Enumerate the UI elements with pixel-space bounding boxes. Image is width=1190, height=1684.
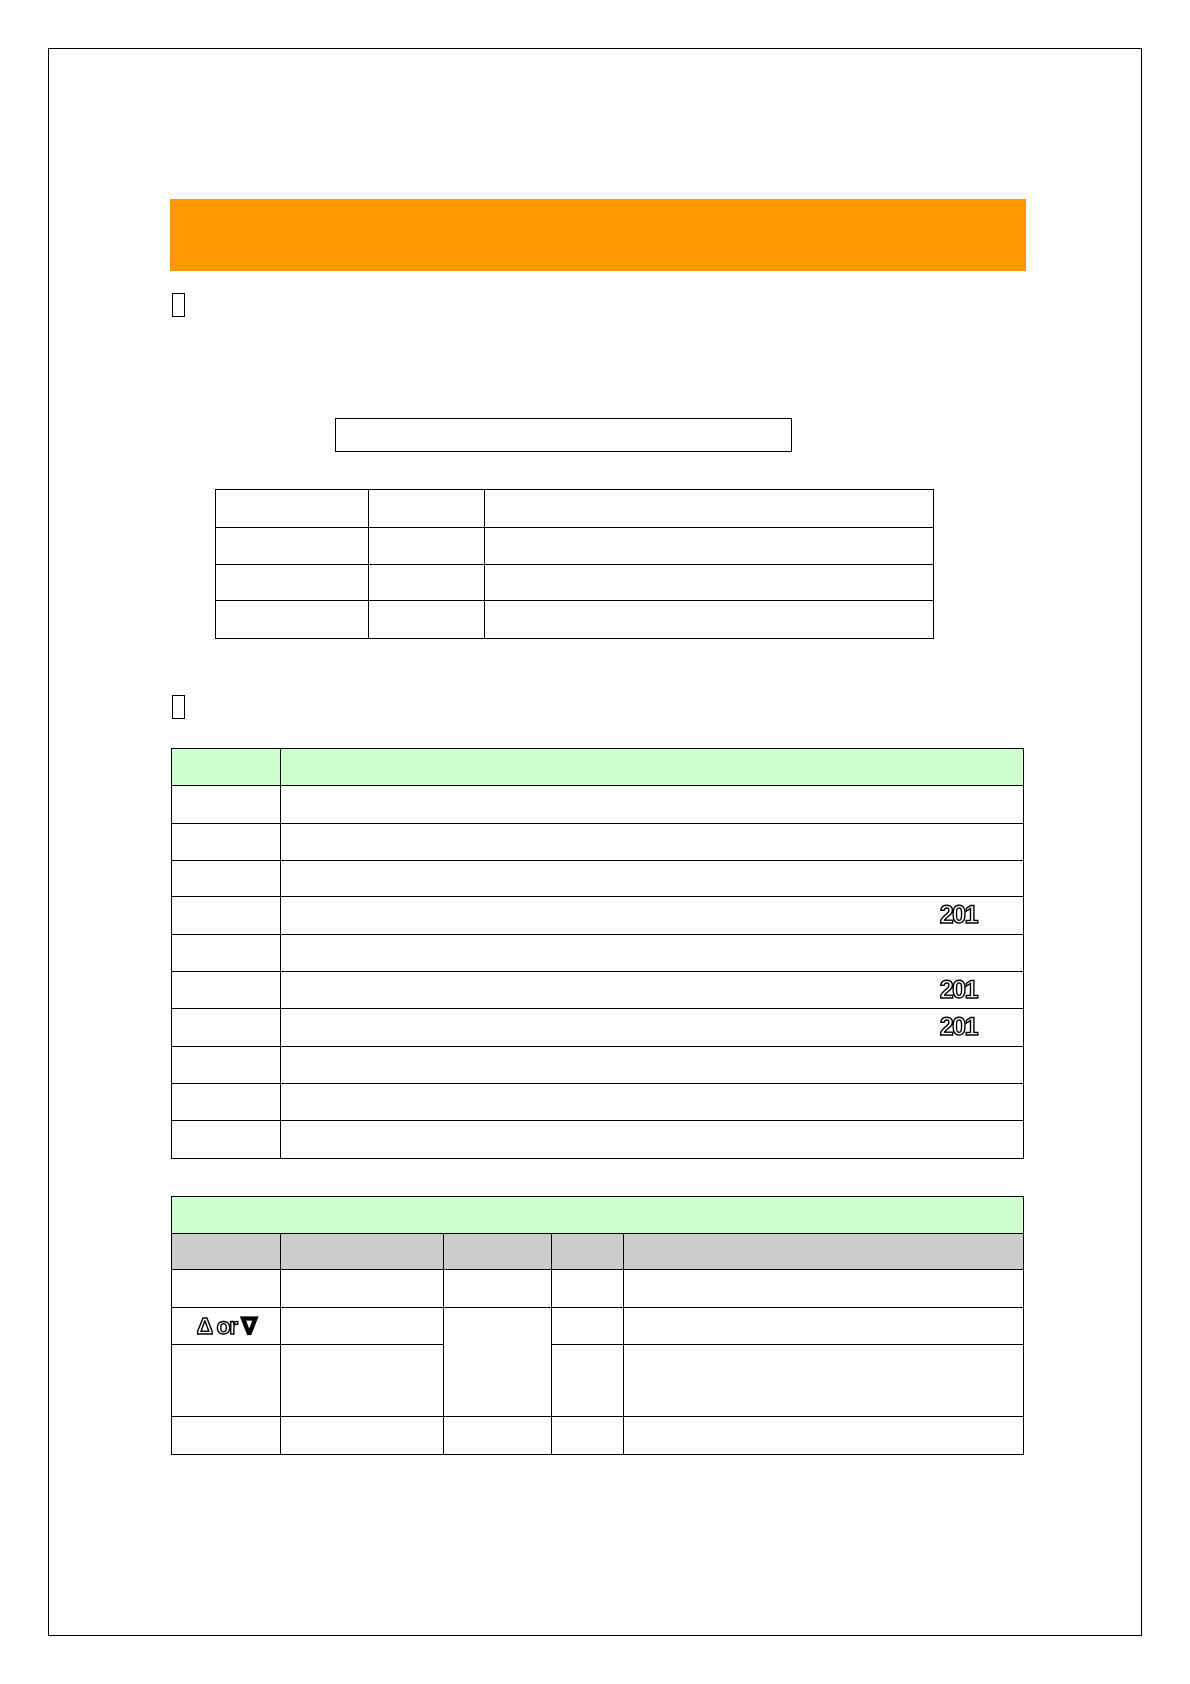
row-marker: 201: [939, 1013, 977, 1041]
table-cell: [281, 1084, 1024, 1121]
table-cell: [444, 1417, 552, 1455]
table-cell: [281, 1121, 1024, 1159]
table-cell: [281, 1345, 444, 1417]
table-cell: [172, 1121, 281, 1159]
table-one-cell: [369, 490, 485, 528]
table-two-header-cell: [172, 749, 281, 786]
table-cell: [281, 861, 1024, 897]
table-two-header-cell: [281, 749, 1024, 786]
table-row: [172, 824, 1024, 861]
table-row: [172, 1121, 1024, 1159]
table-cell: [624, 1308, 1024, 1345]
table-three-title-cell: [172, 1197, 1024, 1234]
table-three-header-cell: [552, 1234, 624, 1270]
table-cell: [172, 935, 281, 972]
table-one-row: [216, 528, 934, 565]
row-marker: 201: [939, 975, 977, 1004]
table-cell: [281, 897, 1024, 935]
table-cell: [172, 861, 281, 897]
table-cell: [281, 1270, 444, 1308]
section-2-bullet-icon: [172, 695, 185, 719]
table-one-row: [216, 565, 934, 601]
table-one-cell: [485, 528, 934, 565]
table-row: [172, 897, 1024, 935]
table-row: [172, 1009, 1024, 1047]
table-one-cell: [216, 601, 369, 639]
table-cell: [281, 1417, 444, 1455]
table-one-cell: [369, 565, 485, 601]
table-one-cell: [369, 528, 485, 565]
table-cell: [281, 972, 1024, 1009]
table-one-cell: [216, 490, 369, 528]
table-row: [172, 1345, 1024, 1417]
table-cell: [172, 1009, 281, 1047]
row-marker: 201: [939, 901, 977, 929]
table-three-header-cell: [624, 1234, 1024, 1270]
title-banner: [170, 199, 1026, 271]
table-three-header-row: [172, 1234, 1024, 1270]
table-cell: [172, 1270, 281, 1308]
table-cell: [281, 824, 1024, 861]
table-cell: [552, 1345, 624, 1417]
table-cell: [281, 1047, 1024, 1084]
table-one-row: [216, 601, 934, 639]
table-cell: [552, 1308, 624, 1345]
delta-or-nabla-label: Δ or ∇: [196, 1312, 256, 1339]
table-one-cell: [216, 528, 369, 565]
table-three-header-cell: [281, 1234, 444, 1270]
table-two: [171, 748, 1024, 1159]
table-one-cell: [369, 601, 485, 639]
table-cell: [624, 1270, 1024, 1308]
caption-box: [335, 418, 792, 452]
table-one-cell: [485, 565, 934, 601]
table-cell: [172, 1417, 281, 1455]
table-cell: [281, 786, 1024, 824]
table-cell: [172, 972, 281, 1009]
table-cell: [172, 1084, 281, 1121]
table-three: [171, 1196, 1024, 1455]
table-one-row: [216, 490, 934, 528]
table-cell: [172, 897, 281, 935]
table-cell: [172, 1345, 281, 1417]
table-cell: [552, 1417, 624, 1455]
table-cell: [624, 1345, 1024, 1417]
table-cell: [172, 824, 281, 861]
table-two-header-row: [172, 749, 1024, 786]
table-row: [172, 1047, 1024, 1084]
section-1-bullet-icon: [172, 293, 185, 317]
table-three-header-cell: [444, 1234, 552, 1270]
table-cell: [172, 1308, 281, 1345]
table-cell: [552, 1270, 624, 1308]
table-row: [172, 861, 1024, 897]
table-one-cell: [485, 490, 934, 528]
table-one-cell: [216, 565, 369, 601]
table-cell: [172, 786, 281, 824]
table-row: [172, 1084, 1024, 1121]
table-row: [172, 1308, 1024, 1345]
table-cell: [281, 935, 1024, 972]
table-cell: [444, 1270, 552, 1308]
table-one: [215, 489, 934, 639]
table-cell: [281, 1009, 1024, 1047]
table-row: [172, 1417, 1024, 1455]
table-row: [172, 972, 1024, 1009]
table-cell: [172, 1047, 281, 1084]
table-one-cell: [485, 601, 934, 639]
table-row: [172, 1270, 1024, 1308]
table-three-header-cell: [172, 1234, 281, 1270]
table-three-title-row: [172, 1197, 1024, 1234]
table-cell: [624, 1417, 1024, 1455]
table-row: [172, 786, 1024, 824]
table-merged-cell: [444, 1308, 552, 1417]
table-row: [172, 935, 1024, 972]
table-cell: [281, 1308, 444, 1345]
